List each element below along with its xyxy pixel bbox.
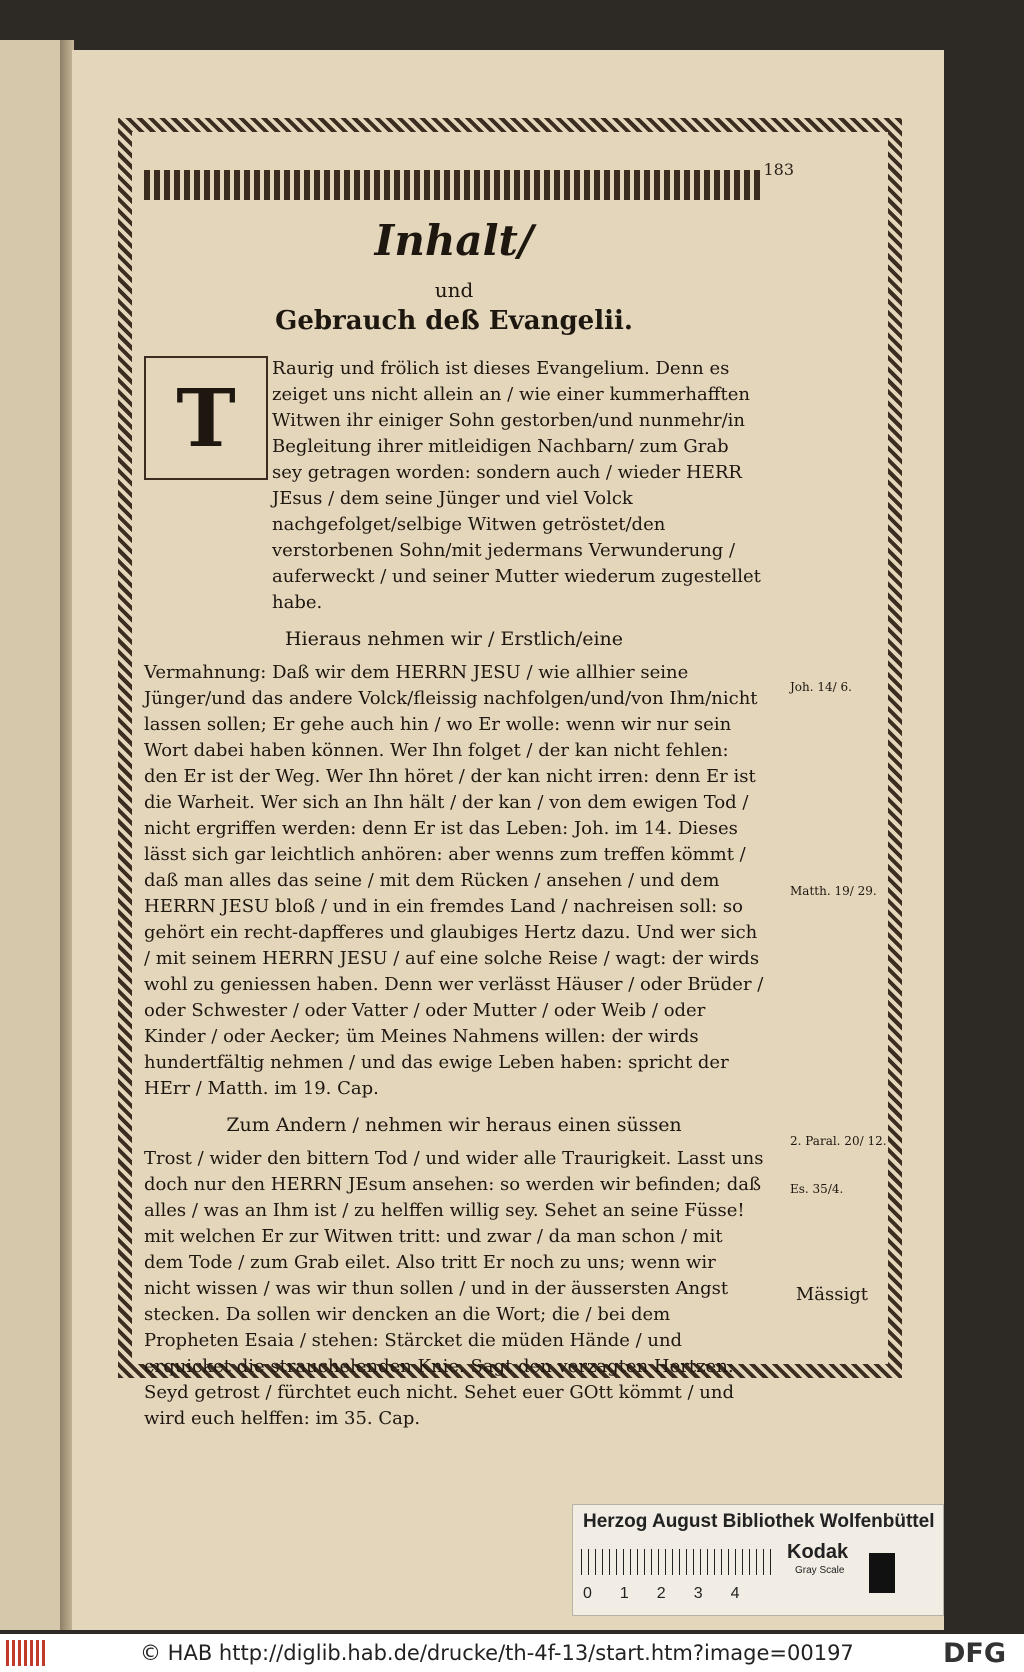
margin-note-joh: Joh. 14/ 6. — [790, 680, 852, 694]
footer-url-text[interactable]: © HAB http://diglib.hab.de/drucke/th-4f-13/start.htm?image=00197 — [140, 1641, 854, 1665]
black-patch — [869, 1553, 895, 1593]
left-page-edge — [0, 40, 66, 1630]
margin-note-es: Es. 35/4. — [790, 1182, 844, 1196]
library-name: Herzog August Bibliothek Wolfenbüttel — [583, 1511, 935, 1532]
section1-text: Vermahnung: Daß wir dem HERRN JESU / wie allhier seine Jünger/und das andere Volck/fleissig nachfolgen/und/von Ihm/nicht lassen sollen; Er gehe auch hin / wo Er wolle: wenn wir nur sein Wort dabei haben können. Wer Ihn folget / der kan nicht fehlen: den Er ist der Weg. Wer Ihn höret / der kan nicht irren: denn Er ist die Warheit. Wer sich an Ihn hält / der kan / von dem ewigen Tod / nicht ergriffen werden: denn Er ist das Leben: Joh. im 14. Dieses lässt sich gar leichtlich anhören: aber wenns zum treffen kömmt / daß man alles das seine / mit dem Rücken / ansehen / und dem HERRN JESU bloß / und in ein fremdes Land / nachreisen soll: so gehört ein recht-dapfferes und glaubiges Hertz dazu. Und wer sich / mit seinem HERRN JESU / auf eine solche Reise / wagt: der wirds wohl zu geniessen haben. Denn wer verlässt Häuser / oder Brüder / oder Schwester / oder Vatter / oder Mutter / oder Weib / oder Kinder / oder Aecker; üm Meines Nahmens willen: der wirds hundertfältig nehmen / und das ewige Leben haben: spricht der HErr / Matth. im 19. Cap. — [144, 662, 764, 1099]
subtitle-gebrauch: Gebrauch deß Evangelii. — [275, 306, 633, 336]
section2-heading: Zum Andern / nehmen wir heraus einen süssen — [226, 1114, 682, 1136]
catchword: Mässigt — [795, 1284, 868, 1305]
subtitle-und: und — [434, 278, 474, 302]
section2-text: Trost / wider den bittern Tod / und wider alle Traurigkeit. Lasst uns doch nur den HERRN JEsum ansehen: so werden wir befinden; daß alles / was an Ihm ist / zu helffen willig sey. Sehet an seine Füsse! mit welchen Er zur Witwen tritt: und zwar / da man schon / mit dem Tode / zum Grab eilet. Also tritt Er noch zu uns; wenn wir nicht wissen / was wir thun sollen / und in der äussersten Angst stecken. Da sollen wir dencken an die Wort; die / bei dem Propheten Esaia / stehen: Stärcket die müden Hände / und erquicket die strauchelenden Knie. Sagt den verzagten Hertzen: Seyd getrost / fürchtet euch nicht. Sehet euer GOtt kömmt / und wird euch helffen: im 35. Cap. — [144, 1148, 764, 1429]
scale-numbers: 01234 — [583, 1585, 768, 1602]
kodak-subtitle: Gray Scale — [795, 1565, 845, 1576]
library-color-label — [572, 1504, 944, 1616]
page-content — [144, 160, 794, 1429]
kodak-brand: Kodak — [787, 1541, 849, 1563]
header-ornament-band — [144, 170, 760, 200]
margin-note-paral: 2. Paral. 20/ 12. — [790, 1134, 887, 1148]
page-title: Inhalt/ — [374, 216, 534, 265]
hab-logo-icon — [6, 1640, 46, 1666]
page-number: 183 — [763, 160, 794, 179]
margin-note-matth: Matth. 19/ 29. — [790, 884, 877, 898]
decorated-initial: T — [144, 356, 268, 480]
body-text — [144, 356, 764, 1440]
footer-bar — [0, 1634, 1024, 1672]
gray-scale-ruler — [581, 1549, 777, 1575]
section1-heading: Hieraus nehmen wir / Erstlich/eine — [284, 628, 624, 650]
dfg-logo: DFG — [942, 1638, 1006, 1669]
intro-paragraph: Raurig und frölich ist dieses Evangelium. Denn es zeiget uns nicht allein an / wie einer kummerhafften Witwen ihr einiger Sohn gestorben/und nunmehr/in Begleitung ihrer mitleidigen Nachbarn/ zum Grab sey getragen worden: sondern auch / wieder HERR JEsus / dem seine Jünger und viel Volck nachgefolget/selbige Witwen getröstet/den verstorbenen Sohn/mit jedermans Verwunderung / auferweckt / und seiner Mutter wiederum zugestellet habe. — [272, 358, 761, 613]
